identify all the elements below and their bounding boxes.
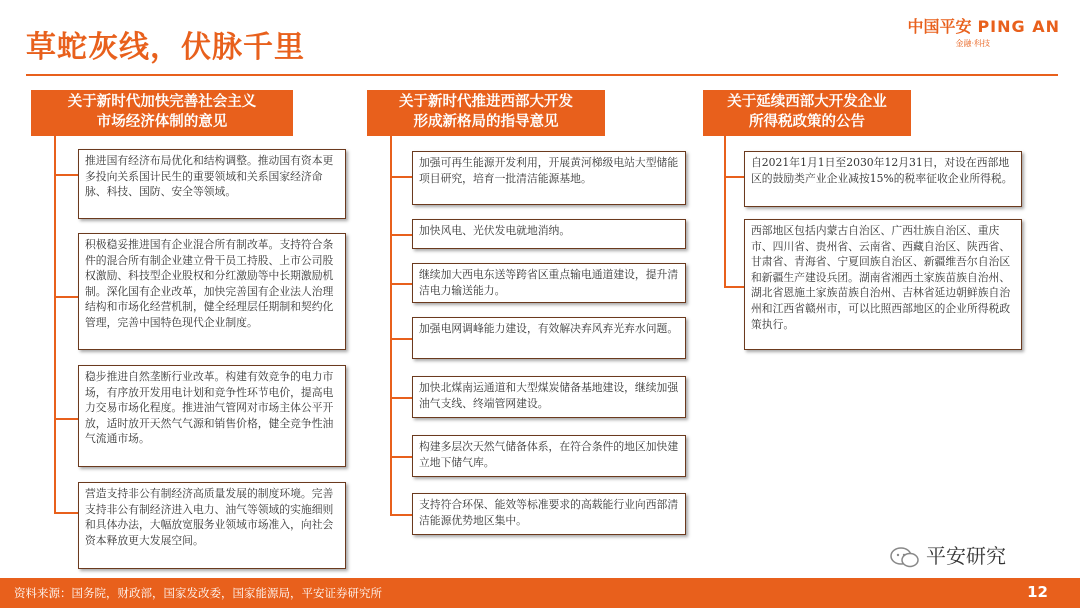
column-2-header-line-2: 形成新格局的指导意见 bbox=[413, 114, 559, 130]
column-3-header-line-2: 所得税政策的公告 bbox=[749, 114, 865, 130]
logo-en: PING AN bbox=[977, 17, 1060, 36]
title-divider bbox=[26, 74, 1058, 76]
column-1-header-line-1: 关于新时代加快完善社会主义 bbox=[67, 94, 257, 110]
column-2-header-line-1: 关于新时代推进西部大开发 bbox=[399, 94, 573, 110]
page-number: 12 bbox=[1027, 583, 1048, 601]
column-3-branch-1 bbox=[724, 176, 744, 178]
column-2-branch-5 bbox=[390, 397, 412, 399]
column-2-box-7: 支持符合环保、能效等标准要求的高载能行业向西部清洁能源优势地区集中。 bbox=[412, 493, 686, 535]
column-2-box-3: 继续加大西电东送等跨省区重点输电通道建设，提升清洁电力输送能力。 bbox=[412, 263, 686, 303]
wechat-icon bbox=[890, 547, 920, 569]
column-1-box-2: 积极稳妥推进国有企业混合所有制改革。支持符合条件的混合所有制企业建立骨干员工持股、上市公司股权激励、科技型企业股权和分红激励等中长期激励机制。深化国有企业改革，加快完善国有企业法人治理结构和市场化经营机制，健全经理层任期制和契约化管理，完善中国特色现代企业制度。 bbox=[78, 233, 346, 350]
column-2-branch-3 bbox=[390, 283, 412, 285]
column-1-header bbox=[31, 90, 293, 136]
column-2-box-4: 加强电网调峰能力建设，有效解决弃风弃光弃水问题。 bbox=[412, 317, 686, 359]
column-2-box-2: 加快风电、光伏发电就地消纳。 bbox=[412, 219, 686, 249]
column-1-branch-1 bbox=[54, 174, 78, 176]
column-2-branch-2 bbox=[390, 234, 412, 236]
column-3-connector bbox=[724, 136, 726, 288]
logo-tagline: 金融·科技 bbox=[955, 39, 990, 48]
logo-cn: 中国平安 bbox=[907, 17, 972, 36]
column-1-branch-3 bbox=[54, 418, 78, 420]
page-title: 草蛇灰线，伏脉千里 bbox=[26, 30, 305, 65]
watermark-text: 平安研究 bbox=[926, 544, 1006, 568]
column-2-box-6: 构建多层次天然气储备体系，在符合条件的地区加快建立地下储气库。 bbox=[412, 435, 686, 477]
column-1-branch-4 bbox=[54, 512, 78, 514]
source-note: 资料来源：国务院，财政部，国家发改委，国家能源局，平安证券研究所 bbox=[14, 586, 382, 600]
column-1-branch-2 bbox=[54, 296, 78, 298]
column-1-box-1: 推进国有经济布局优化和结构调整。推动国有资本更多投向关系国计民生的重要领域和关系国家经济命脉、科技、国防、安全等领域。 bbox=[78, 149, 346, 219]
column-2-branch-1 bbox=[390, 176, 412, 178]
column-2-header bbox=[367, 90, 605, 136]
column-3-box-1: 自2021年1月1日至2030年12月31日，对设在西部地区的鼓励类产业企业减按15%的税率征收企业所得税。 bbox=[744, 151, 1022, 207]
column-3-header bbox=[703, 90, 911, 136]
column-1-box-3: 稳步推进自然垄断行业改革。构建有效竞争的电力市场，有序放开发用电计划和竞争性环节电价，提高电力交易市场化程度。推进油气管网对市场主体公平开放，适时放开天然气气源和销售价格，健全竞争性油气流通市场。 bbox=[78, 365, 346, 467]
column-2-branch-4 bbox=[390, 338, 412, 340]
column-3-header-line-1: 关于延续西部大开发企业 bbox=[727, 94, 887, 110]
brand-logo bbox=[907, 14, 1060, 49]
column-3-box-2: 西部地区包括内蒙古自治区、广西壮族自治区、重庆市、四川省、贵州省、云南省、西藏自治区、陕西省、甘肃省、青海省、宁夏回族自治区、新疆维吾尔自治区和新疆生产建设兵团。湖南省湘西土家族苗族自治州、湖北省恩施土家族苗族自治州、吉林省延边朝鲜族自治州和江西省赣州市，可以比照西部地区的企业所得税政策执行。 bbox=[744, 219, 1022, 350]
column-1-header-line-2: 市场经济体制的意见 bbox=[96, 114, 228, 130]
column-2-box-1: 加强可再生能源开发利用，开展黄河梯级电站大型储能项目研究，培育一批清洁能源基地。 bbox=[412, 151, 686, 205]
column-1-box-4: 营造支持非公有制经济高质量发展的制度环境。完善支持非公有制经济进入电力、油气等领域的实施细则和具体办法，大幅放宽服务业领域市场准入，向社会资本释放更大发展空间。 bbox=[78, 482, 346, 569]
column-1-connector bbox=[54, 136, 56, 512]
column-2-box-5: 加快北煤南运通道和大型煤炭储备基地建设，继续加强油气支线、终端管网建设。 bbox=[412, 376, 686, 418]
column-3-branch-2 bbox=[724, 286, 744, 288]
wechat-watermark bbox=[890, 540, 1006, 569]
column-2-branch-7 bbox=[390, 514, 412, 516]
column-2-branch-6 bbox=[390, 456, 412, 458]
